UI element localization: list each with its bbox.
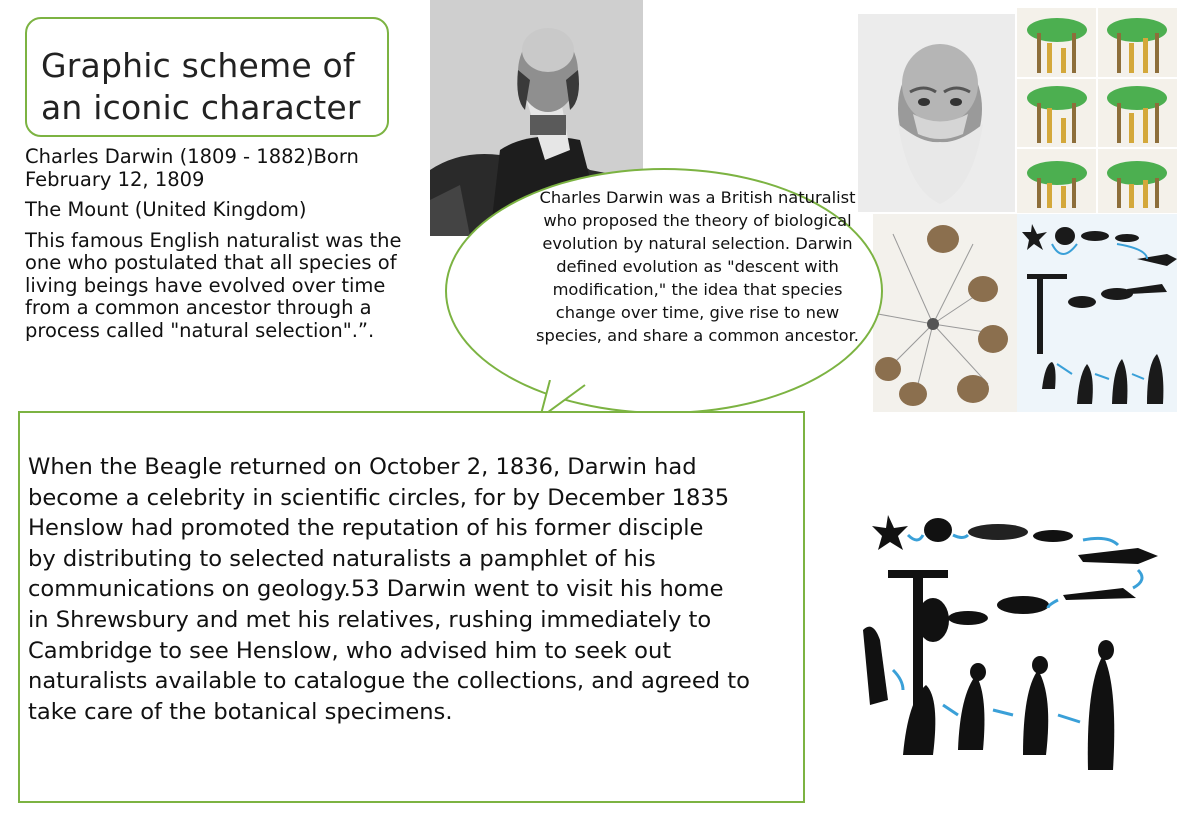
title-line-1: Graphic scheme of	[41, 46, 355, 85]
title-box	[25, 17, 389, 137]
title-line-2: an iconic character	[41, 88, 361, 127]
giraffe-evolution-grid-icon	[1017, 8, 1177, 213]
story-text: When the Beagle returned on October 2, 1836, Darwin had become a celebrity in scientific circles, for by December 1835 Henslow had promoted the reputation of his former disciple by distributing to selected naturalists a pamphlet of his communications on geology.53 Darwin went to visit his home in Shrewsbury and met his relatives, rushing immediately to Cambridge to see Henslow, who advised him to seek out naturalists available to catalogue the collections, and agreed to take care of the botanical specimens.	[28, 454, 750, 725]
bio-birthplace: The Mount (United Kingdom)	[25, 198, 307, 221]
bio-section	[25, 146, 420, 350]
bio-summary: This famous English naturalist was the one who postulated that all species of living beings have evolved over time from a common ancestor through a process called "natural selection".”.	[25, 228, 402, 342]
finch-beaks-diagram-icon	[873, 214, 1017, 412]
evolution-chain-small-icon	[1017, 214, 1177, 412]
evolution-chain-large-icon	[848, 500, 1178, 783]
bio-name-dates: Charles Darwin (1809 - 1882)Born February 12, 1809	[25, 145, 359, 191]
bubble-text: Charles Darwin was a British naturalist who proposed the theory of biological evolution by natural selection. Darwin defined evolution as "descent with modification," the idea that species change over time, give rise to new species, and share a common ancestor.	[536, 188, 859, 345]
portrait-old-darwin-icon	[858, 14, 1015, 212]
